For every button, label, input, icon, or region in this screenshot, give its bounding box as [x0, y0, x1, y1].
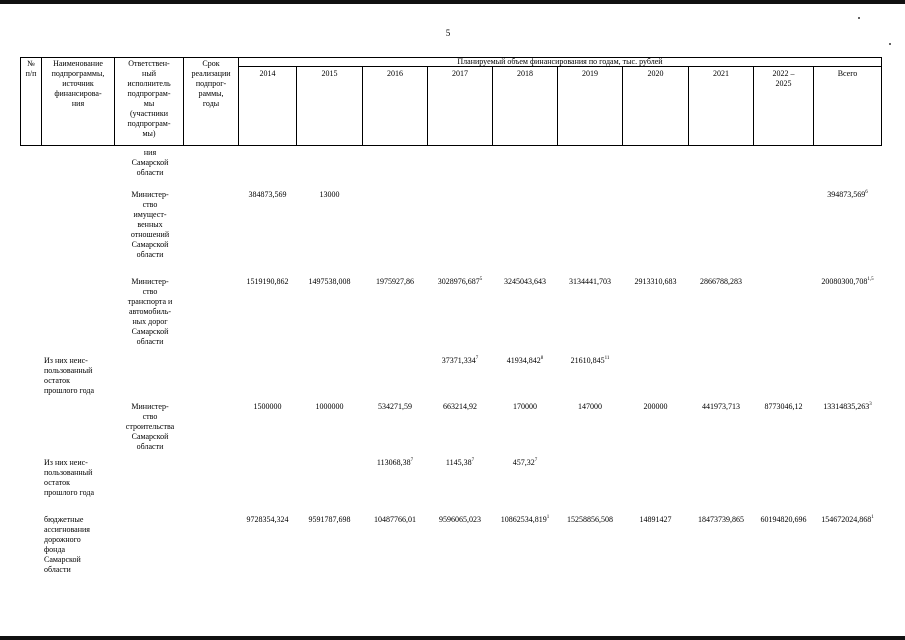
cell-2016: 113068,38$^7$	[376, 458, 414, 467]
cell-2019: 21610,845$^{11}$	[570, 356, 610, 365]
header-year: 2014	[259, 69, 276, 78]
cell-2014: 384873,569	[248, 190, 287, 199]
scan-speck	[889, 43, 891, 45]
scan-speck	[858, 17, 860, 19]
cell-2021: 2866788,283	[700, 277, 742, 286]
cell-2015: 1000000	[315, 402, 344, 411]
header-year: 2015	[321, 69, 338, 78]
header-year: 2022 – 2025	[772, 69, 795, 88]
header-col-term: Срок реализации подпрог- раммы, годы	[191, 59, 231, 108]
cell-2020: 14891427	[639, 515, 672, 524]
road-fund-label: бюджетные ассигнования дорожного фонда Самарской области	[44, 515, 90, 574]
cell-2020: 200000	[643, 402, 668, 411]
header-year: 2021	[713, 69, 729, 78]
agency-name: ния Самарской области	[131, 148, 169, 177]
cell-2018: 170000	[513, 402, 537, 411]
cell-2014: 1500000	[253, 402, 282, 411]
cell-2019: 3134441,703	[569, 277, 611, 286]
scan-top-border	[0, 0, 905, 4]
cell-total: 13314835,263$^3$	[823, 402, 872, 411]
header-year: 2018	[517, 69, 533, 78]
cell-total: 154672024,868$^1$	[821, 515, 874, 524]
page-number: 5	[445, 28, 451, 38]
cell-2015: 1497538,008	[308, 277, 351, 286]
cell-2021: 441973,713	[702, 402, 740, 411]
cell-2019: 147000	[578, 402, 602, 411]
cell-2016: 1975927,86	[376, 277, 414, 286]
agency-name: Министер- ство транспорта и автомобиль- ных дорог Самарской области	[127, 277, 173, 346]
header-year: 2020	[647, 69, 664, 78]
cell-total: 394873,569$^6$	[827, 190, 868, 199]
cell-2018: 3245043,643	[504, 277, 546, 286]
cell-2015: 13000	[319, 190, 340, 199]
header-year: 2016	[387, 69, 403, 78]
scan-bottom-border	[0, 636, 905, 640]
cell-2014: 1519190,862	[246, 277, 289, 286]
header-col-planned-financing: Планируемый объем финансирования по годам, тыс. рублей	[457, 57, 663, 66]
cell-2019: 15258856,508	[567, 515, 613, 524]
agency-name: Министер- ство имущест- венных отношений Самарской области	[130, 190, 170, 259]
cell-2017: 3028976,687$^5$	[437, 277, 483, 286]
header-year: 2019	[582, 69, 598, 78]
cell-2021: 18473739,865	[698, 515, 744, 524]
cell-2017: 37371,334$^7$	[441, 356, 479, 365]
header-col-number: № п/п	[25, 59, 37, 78]
cell-2017: 663214,92	[443, 402, 477, 411]
header-col-responsible: Ответствен- ный исполнитель подпрограм- мы (участники подпрограм- мы)	[127, 59, 171, 138]
cell-total: 20080300,708$^{1,5}$	[821, 277, 874, 286]
cell-2016: 534271,59	[378, 402, 412, 411]
cell-2018: 10862534,819$^1$	[500, 515, 550, 524]
cell-2017: 1145,38$^7$	[445, 458, 475, 467]
cell-2018: 457,32$^7$	[512, 458, 538, 467]
unused-balance-note: Из них неис- пользованный остаток прошлого года	[44, 356, 94, 395]
cell-2015: 9591787,698	[308, 515, 351, 524]
cell-2018: 41934,842$^8$	[506, 356, 544, 365]
cell-2016: 10487766,01	[374, 515, 416, 524]
cell-2022-2025: 60194820,696	[760, 515, 807, 524]
agency-name: Министер- ство строительства Самарской области	[125, 402, 175, 451]
header-year: Всего	[837, 69, 858, 78]
header-col-name: Наименование подпрограммы, источник финансирова- ния	[51, 59, 105, 108]
cell-2022-2025: 8773046,12	[764, 402, 803, 411]
cell-2014: 9728354,324	[246, 515, 289, 524]
unused-balance-note: Из них неис- пользованный остаток прошлого года	[44, 458, 94, 497]
table-border	[881, 57, 882, 146]
cell-2017: 9596065,023	[439, 515, 481, 524]
cell-2020: 2913310,683	[634, 277, 677, 286]
header-year: 2017	[452, 69, 468, 78]
